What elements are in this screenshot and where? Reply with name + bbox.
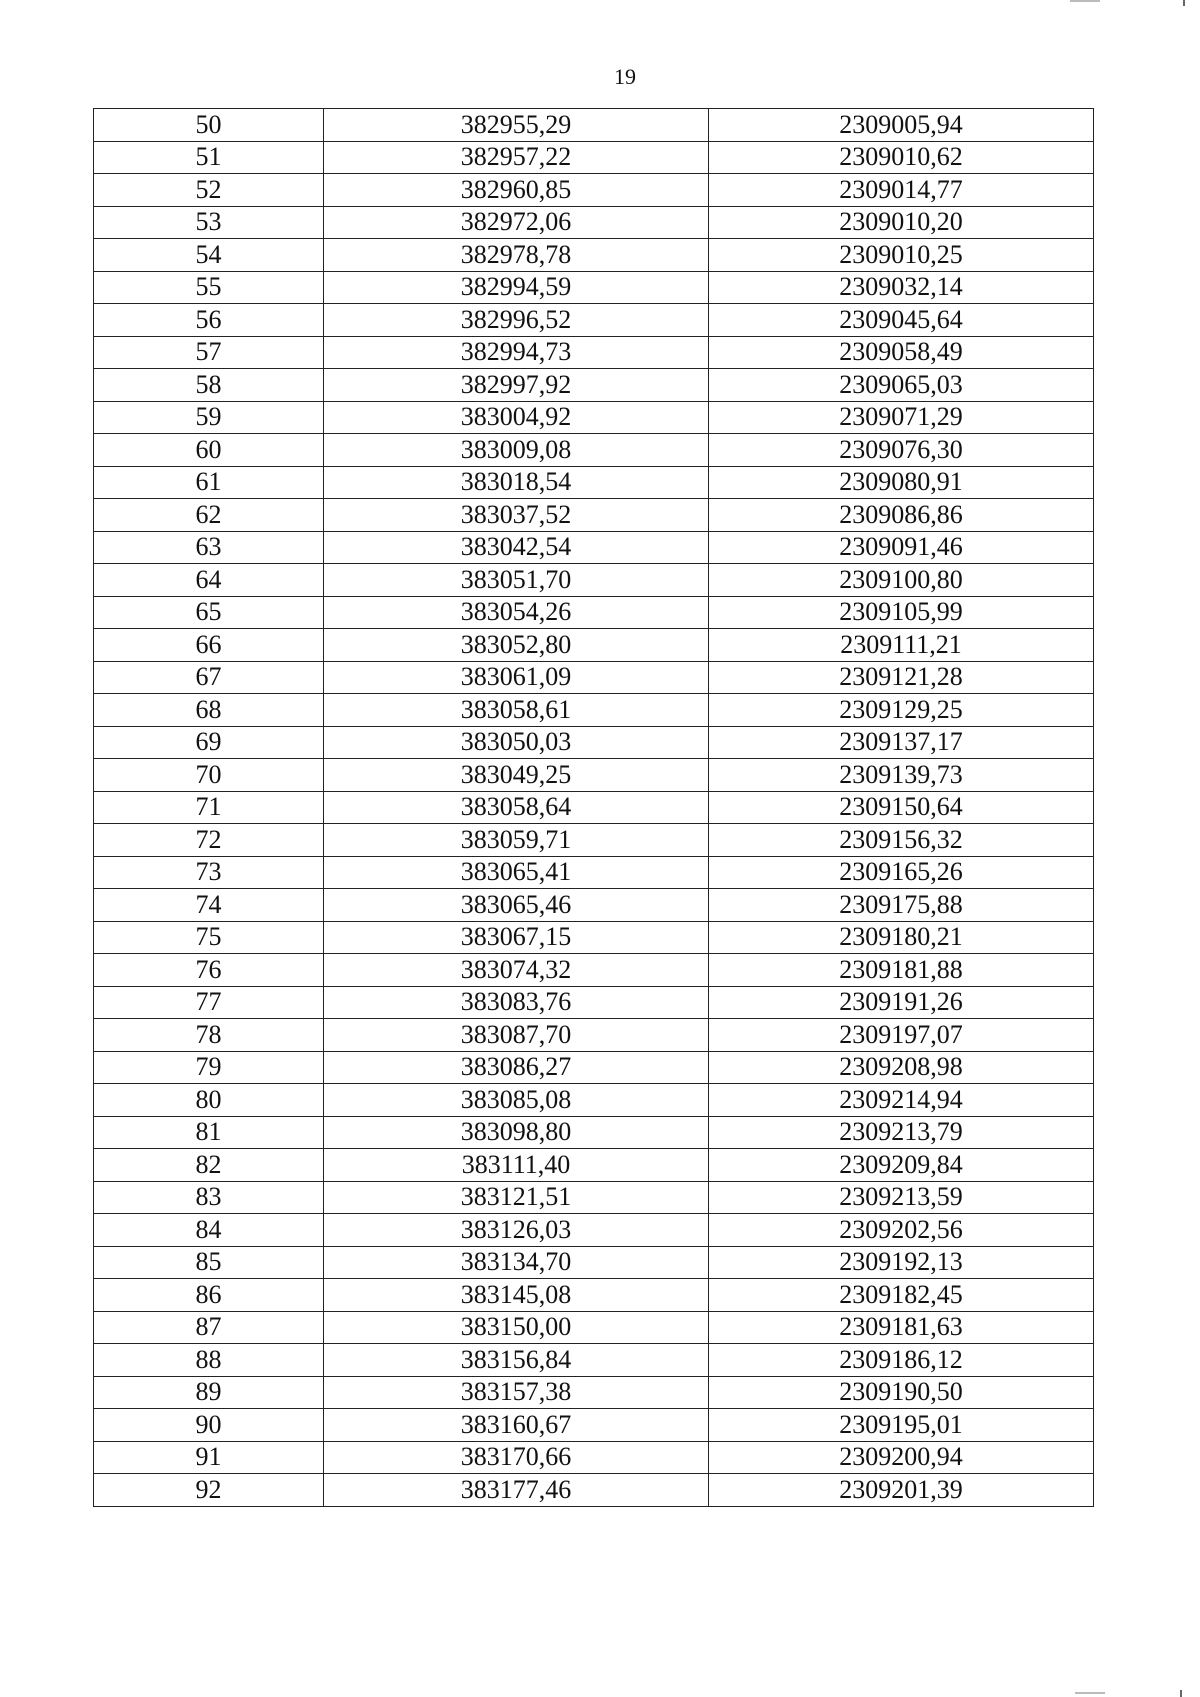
- y-coordinate-cell: 2309214,94: [709, 1084, 1094, 1117]
- x-coordinate-cell: 383150,00: [324, 1311, 709, 1344]
- point-number-cell: 86: [94, 1279, 324, 1312]
- y-coordinate-cell: 2309181,63: [709, 1311, 1094, 1344]
- coordinates-table: [93, 108, 1094, 1507]
- table-row: [94, 531, 1094, 564]
- x-coordinate-cell: 383083,76: [324, 986, 709, 1019]
- table-row: [94, 369, 1094, 402]
- x-coordinate-cell: 383098,80: [324, 1116, 709, 1149]
- y-coordinate-cell: 2309080,91: [709, 466, 1094, 499]
- table-row: [94, 921, 1094, 954]
- point-number-cell: 80: [94, 1084, 324, 1117]
- x-coordinate-cell: 383134,70: [324, 1246, 709, 1279]
- table-row: [94, 401, 1094, 434]
- y-coordinate-cell: 2309175,88: [709, 889, 1094, 922]
- x-coordinate-cell: 383121,51: [324, 1181, 709, 1214]
- point-number-cell: 90: [94, 1409, 324, 1442]
- point-number-cell: 69: [94, 726, 324, 759]
- table-row: [94, 239, 1094, 272]
- y-coordinate-cell: 2309200,94: [709, 1441, 1094, 1474]
- table-row: [94, 141, 1094, 174]
- point-number-cell: 58: [94, 369, 324, 402]
- y-coordinate-cell: 2309100,80: [709, 564, 1094, 597]
- y-coordinate-cell: 2309105,99: [709, 596, 1094, 629]
- table-row: [94, 271, 1094, 304]
- x-coordinate-cell: 383145,08: [324, 1279, 709, 1312]
- y-coordinate-cell: 2309045,64: [709, 304, 1094, 337]
- table-row: [94, 109, 1094, 142]
- table-row: [94, 1409, 1094, 1442]
- y-coordinate-cell: 2309209,84: [709, 1149, 1094, 1182]
- table-row: [94, 629, 1094, 662]
- y-coordinate-cell: 2309005,94: [709, 109, 1094, 142]
- point-number-cell: 57: [94, 336, 324, 369]
- x-coordinate-cell: 382994,59: [324, 271, 709, 304]
- x-coordinate-cell: 383177,46: [324, 1474, 709, 1507]
- table-row: [94, 1311, 1094, 1344]
- y-coordinate-cell: 2309165,26: [709, 856, 1094, 889]
- y-coordinate-cell: 2309065,03: [709, 369, 1094, 402]
- point-number-cell: 83: [94, 1181, 324, 1214]
- table-row: [94, 1246, 1094, 1279]
- x-coordinate-cell: 383160,67: [324, 1409, 709, 1442]
- table-row: [94, 1149, 1094, 1182]
- x-coordinate-cell: 383087,70: [324, 1019, 709, 1052]
- table-row: [94, 1474, 1094, 1507]
- x-coordinate-cell: 383037,52: [324, 499, 709, 532]
- table-row: [94, 1344, 1094, 1377]
- table-row: [94, 1116, 1094, 1149]
- table-row: [94, 1019, 1094, 1052]
- point-number-cell: 88: [94, 1344, 324, 1377]
- x-coordinate-cell: 382957,22: [324, 141, 709, 174]
- table-row: [94, 661, 1094, 694]
- point-number-cell: 53: [94, 206, 324, 239]
- point-number-cell: 89: [94, 1376, 324, 1409]
- table-row: [94, 499, 1094, 532]
- x-coordinate-cell: 382955,29: [324, 109, 709, 142]
- x-coordinate-cell: 383058,64: [324, 791, 709, 824]
- x-coordinate-cell: 382994,73: [324, 336, 709, 369]
- point-number-cell: 65: [94, 596, 324, 629]
- coordinates-table-body: [94, 109, 1094, 1507]
- table-row: [94, 694, 1094, 727]
- point-number-cell: 60: [94, 434, 324, 467]
- table-row: [94, 1181, 1094, 1214]
- y-coordinate-cell: 2309139,73: [709, 759, 1094, 792]
- x-coordinate-cell: 382997,92: [324, 369, 709, 402]
- table-row: [94, 726, 1094, 759]
- point-number-cell: 91: [94, 1441, 324, 1474]
- y-coordinate-cell: 2309201,39: [709, 1474, 1094, 1507]
- table-row: [94, 954, 1094, 987]
- x-coordinate-cell: 382972,06: [324, 206, 709, 239]
- table-row: [94, 1376, 1094, 1409]
- y-coordinate-cell: 2309192,13: [709, 1246, 1094, 1279]
- y-coordinate-cell: 2309111,21: [709, 629, 1094, 662]
- y-coordinate-cell: 2309191,26: [709, 986, 1094, 1019]
- y-coordinate-cell: 2309181,88: [709, 954, 1094, 987]
- x-coordinate-cell: 383065,41: [324, 856, 709, 889]
- table-row: [94, 1051, 1094, 1084]
- y-coordinate-cell: 2309086,86: [709, 499, 1094, 532]
- point-number-cell: 70: [94, 759, 324, 792]
- y-coordinate-cell: 2309137,17: [709, 726, 1094, 759]
- x-coordinate-cell: 383059,71: [324, 824, 709, 857]
- x-coordinate-cell: 382960,85: [324, 174, 709, 207]
- y-coordinate-cell: 2309190,50: [709, 1376, 1094, 1409]
- point-number-cell: 75: [94, 921, 324, 954]
- y-coordinate-cell: 2309182,45: [709, 1279, 1094, 1312]
- x-coordinate-cell: 383065,46: [324, 889, 709, 922]
- x-coordinate-cell: 383054,26: [324, 596, 709, 629]
- point-number-cell: 82: [94, 1149, 324, 1182]
- point-number-cell: 71: [94, 791, 324, 824]
- point-number-cell: 87: [94, 1311, 324, 1344]
- x-coordinate-cell: 383156,84: [324, 1344, 709, 1377]
- point-number-cell: 73: [94, 856, 324, 889]
- y-coordinate-cell: 2309202,56: [709, 1214, 1094, 1247]
- y-coordinate-cell: 2309195,01: [709, 1409, 1094, 1442]
- x-coordinate-cell: 383049,25: [324, 759, 709, 792]
- point-number-cell: 62: [94, 499, 324, 532]
- point-number-cell: 81: [94, 1116, 324, 1149]
- x-coordinate-cell: 383004,92: [324, 401, 709, 434]
- y-coordinate-cell: 2309071,29: [709, 401, 1094, 434]
- y-coordinate-cell: 2309032,14: [709, 271, 1094, 304]
- point-number-cell: 61: [94, 466, 324, 499]
- point-number-cell: 72: [94, 824, 324, 857]
- x-coordinate-cell: 383042,54: [324, 531, 709, 564]
- table-row: [94, 824, 1094, 857]
- point-number-cell: 56: [94, 304, 324, 337]
- x-coordinate-cell: 383067,15: [324, 921, 709, 954]
- table-row: [94, 304, 1094, 337]
- y-coordinate-cell: 2309208,98: [709, 1051, 1094, 1084]
- y-coordinate-cell: 2309091,46: [709, 531, 1094, 564]
- point-number-cell: 74: [94, 889, 324, 922]
- point-number-cell: 92: [94, 1474, 324, 1507]
- y-coordinate-cell: 2309121,28: [709, 661, 1094, 694]
- x-coordinate-cell: 383050,03: [324, 726, 709, 759]
- table-row: [94, 596, 1094, 629]
- point-number-cell: 54: [94, 239, 324, 272]
- table-row: [94, 336, 1094, 369]
- table-row: [94, 856, 1094, 889]
- y-coordinate-cell: 2309010,25: [709, 239, 1094, 272]
- point-number-cell: 59: [94, 401, 324, 434]
- y-coordinate-cell: 2309156,32: [709, 824, 1094, 857]
- table-row: [94, 1279, 1094, 1312]
- point-number-cell: 85: [94, 1246, 324, 1279]
- table-row: [94, 434, 1094, 467]
- y-coordinate-cell: 2309010,20: [709, 206, 1094, 239]
- point-number-cell: 64: [94, 564, 324, 597]
- y-coordinate-cell: 2309076,30: [709, 434, 1094, 467]
- point-number-cell: 51: [94, 141, 324, 174]
- table-row: [94, 759, 1094, 792]
- x-coordinate-cell: 383009,08: [324, 434, 709, 467]
- y-coordinate-cell: 2309213,79: [709, 1116, 1094, 1149]
- scan-artifact: [1070, 0, 1100, 2]
- point-number-cell: 76: [94, 954, 324, 987]
- y-coordinate-cell: 2309058,49: [709, 336, 1094, 369]
- x-coordinate-cell: 382996,52: [324, 304, 709, 337]
- point-number-cell: 63: [94, 531, 324, 564]
- point-number-cell: 79: [94, 1051, 324, 1084]
- point-number-cell: 67: [94, 661, 324, 694]
- table-row: [94, 174, 1094, 207]
- table-row: [94, 791, 1094, 824]
- x-coordinate-cell: 383170,66: [324, 1441, 709, 1474]
- scan-artifact: [1183, 0, 1185, 6]
- x-coordinate-cell: 383058,61: [324, 694, 709, 727]
- y-coordinate-cell: 2309129,25: [709, 694, 1094, 727]
- point-number-cell: 77: [94, 986, 324, 1019]
- x-coordinate-cell: 383126,03: [324, 1214, 709, 1247]
- table-row: [94, 1441, 1094, 1474]
- x-coordinate-cell: 382978,78: [324, 239, 709, 272]
- point-number-cell: 55: [94, 271, 324, 304]
- table-row: [94, 206, 1094, 239]
- point-number-cell: 78: [94, 1019, 324, 1052]
- scan-artifact: [1075, 1692, 1105, 1694]
- page-number: 19: [614, 64, 636, 89]
- y-coordinate-cell: 2309213,59: [709, 1181, 1094, 1214]
- table-row: [94, 1214, 1094, 1247]
- y-coordinate-cell: 2309197,07: [709, 1019, 1094, 1052]
- x-coordinate-cell: 383061,09: [324, 661, 709, 694]
- scan-artifact: [1180, 1690, 1182, 1697]
- x-coordinate-cell: 383111,40: [324, 1149, 709, 1182]
- table-row: [94, 564, 1094, 597]
- x-coordinate-cell: 383018,54: [324, 466, 709, 499]
- x-coordinate-cell: 383157,38: [324, 1376, 709, 1409]
- table-row: [94, 466, 1094, 499]
- point-number-cell: 66: [94, 629, 324, 662]
- table-row: [94, 1084, 1094, 1117]
- x-coordinate-cell: 383074,32: [324, 954, 709, 987]
- x-coordinate-cell: 383086,27: [324, 1051, 709, 1084]
- table-row: [94, 986, 1094, 1019]
- point-number-cell: 50: [94, 109, 324, 142]
- x-coordinate-cell: 383085,08: [324, 1084, 709, 1117]
- point-number-cell: 84: [94, 1214, 324, 1247]
- point-number-cell: 52: [94, 174, 324, 207]
- table-row: [94, 889, 1094, 922]
- y-coordinate-cell: 2309186,12: [709, 1344, 1094, 1377]
- y-coordinate-cell: 2309150,64: [709, 791, 1094, 824]
- y-coordinate-cell: 2309010,62: [709, 141, 1094, 174]
- y-coordinate-cell: 2309180,21: [709, 921, 1094, 954]
- y-coordinate-cell: 2309014,77: [709, 174, 1094, 207]
- point-number-cell: 68: [94, 694, 324, 727]
- x-coordinate-cell: 383052,80: [324, 629, 709, 662]
- x-coordinate-cell: 383051,70: [324, 564, 709, 597]
